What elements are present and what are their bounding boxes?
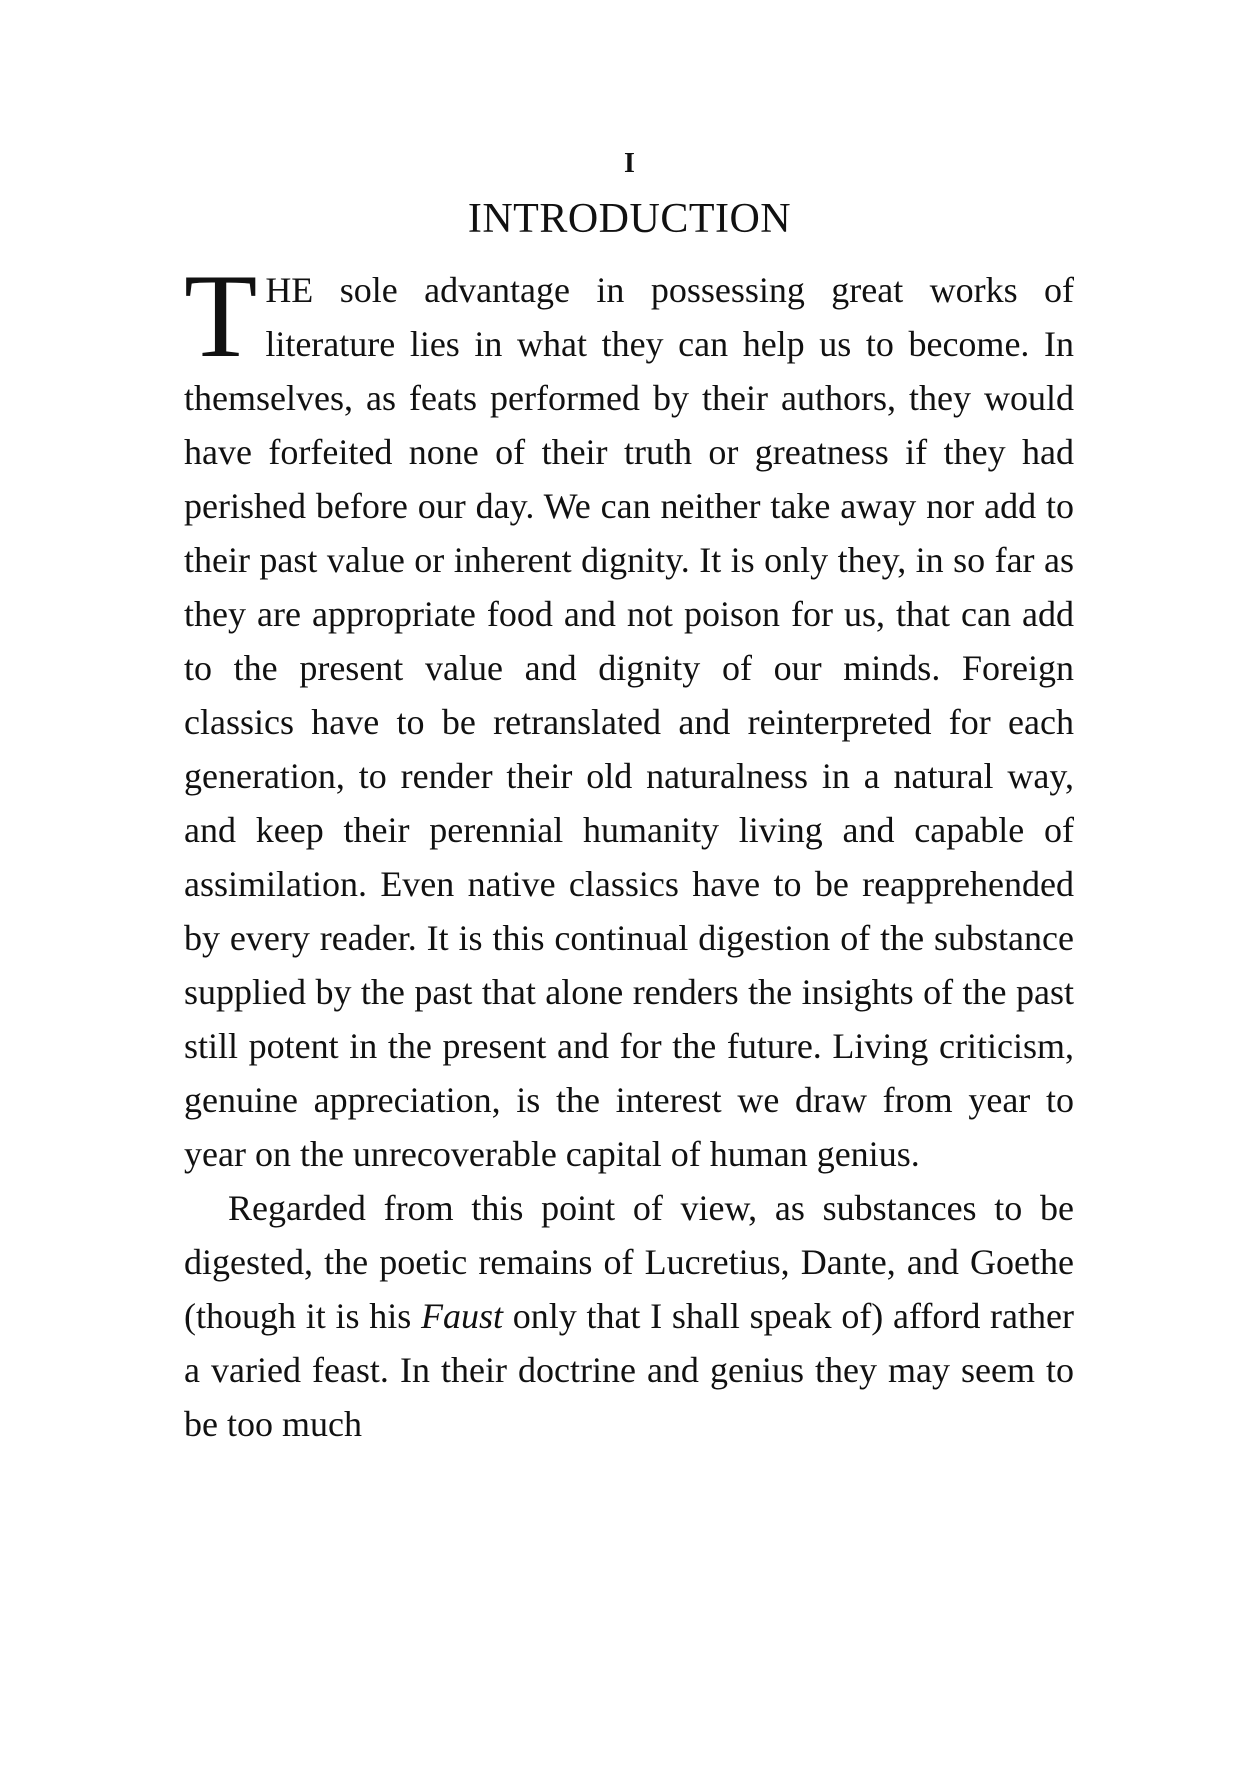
chapter-title: INTRODUCTION <box>467 196 792 242</box>
paragraph-second-text-before: Regarded from this point of view, as substances to be digested, the poetic remains of Lucretius, Dante, and Goethe (though it is his <box>184 1188 1074 1336</box>
paragraph-second-text-after: only that I shall speak of) afford rather a varied feast. In their doctrine and genius they may seem to be too much <box>184 1296 1074 1444</box>
drop-cap: T <box>184 249 258 382</box>
chapter-number: I <box>624 148 635 179</box>
paragraph-first-text: HE sole advantage in possessing great works of literature lies in what they can help us to become. In themselves, as feats performed by their authors, they would have forfeited none of their truth or greatness if they had perished before our day. We can neither take away nor add to their past value or inherent dignity. It is only they, in so far as they are appropriate food and not poison for us, that can add to the present value and dignity of our minds. Foreign classics have to be retranslated and reinterpreted for each generation, to render their old naturalness in a natural way, and keep their perennial humanity living and capable of assimilation. Even native classics have to be reapprehended by every reader. It is this continual digestion of the substance supplied by the past that alone renders the insights of the past still potent in the present and for the future. Living criticism, genuine appreciation, is the interest we draw from year to year on the unrecoverable capital of human genius. <box>184 270 1074 1174</box>
paragraph-second <box>184 1181 1074 1451</box>
paragraph-first <box>184 249 1074 1181</box>
body-text <box>184 249 1074 1451</box>
italic-title-faust: Faust <box>420 1296 503 1336</box>
